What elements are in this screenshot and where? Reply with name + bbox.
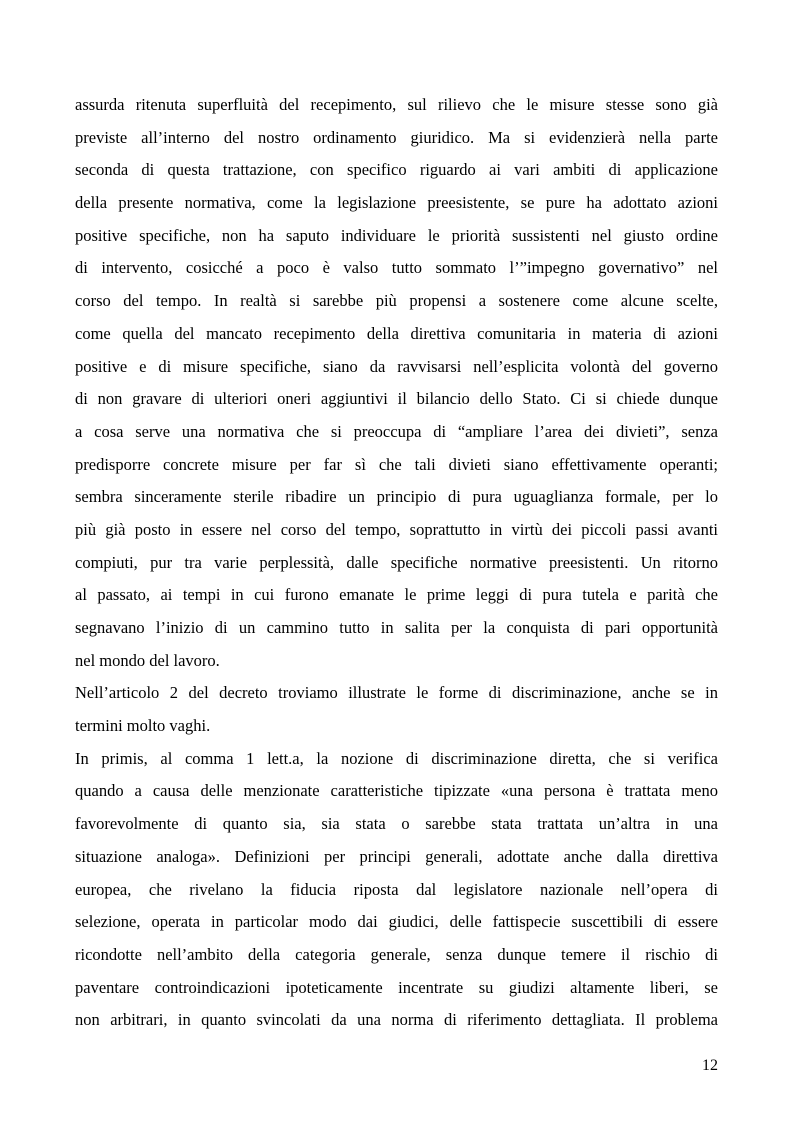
text-line: ricondotte nell’ambito della categoria generale, senza dunque temere il rischio di <box>75 944 718 964</box>
text-line: al passato, ai tempi in cui furono emanate le prime leggi di pura tutela e parità che <box>75 585 718 605</box>
text-line: situazione analoga». Definizioni per principi generali, adottate anche dalla direttiva <box>75 846 718 866</box>
text-line: a cosa serve una normativa che si preoccupa di “ampliare l’area dei divieti”, senza <box>75 421 718 441</box>
text-line: di non gravare di ulteriori oneri aggiuntivi il bilancio dello Stato. Ci si chiede dunque <box>75 389 718 409</box>
text-line: segnavano l’inizio di un cammino tutto in salita per la conquista di pari opportunità <box>75 618 718 637</box>
text-line: positive e di misure specifiche, siano da ravvisarsi nell’esplicita volontà del governo <box>75 356 718 376</box>
body-text <box>75 89 718 1037</box>
text-line: previste all’interno del nostro ordinamento giuridico. Ma si evidenzierà nella parte <box>75 127 718 147</box>
text-line: compiuti, pur tra varie perplessità, dalle specifiche normative preesistenti. Un ritorno <box>75 552 718 572</box>
text-line: termini molto vaghi. <box>75 716 211 736</box>
text-line: sembra sinceramente sterile ribadire un principio di pura uguaglianza formale, per lo <box>75 487 718 507</box>
text-line: nel mondo del lavoro. <box>75 650 220 670</box>
text-line: In primis, al comma 1 lett.a, la nozione di discriminazione diretta, che si verifica <box>75 748 718 768</box>
text-line: Nell’articolo 2 del decreto troviamo illustrate le forme di discriminazione, anche se in <box>75 683 718 703</box>
text-line: non arbitrari, in quanto svincolati da una norma di riferimento dettagliata. Il problema <box>75 1010 718 1030</box>
text-line: positive specifiche, non ha saputo individuare le priorità sussistenti nel giusto ordine <box>75 225 718 245</box>
text-line: europea, che rivelano la fiducia riposta dal legislatore nazionale nell’opera di <box>75 879 718 899</box>
paragraph <box>75 89 718 677</box>
paragraph <box>75 743 718 1037</box>
text-line: quando a causa delle menzionate caratteristiche tipizzate «una persona è trattata meno <box>75 781 718 801</box>
text-line: più già posto in essere nel corso del tempo, soprattutto in virtù dei piccoli passi avanti <box>75 519 718 539</box>
text-line: paventare controindicazioni ipoteticamente incentrate su giudizi altamente liberi, se <box>75 977 718 997</box>
text-line: di intervento, cosicché a poco è valso tutto sommato l’”impegno governativo” nel <box>75 258 718 278</box>
text-line: della presente normativa, come la legislazione preesistente, se pure ha adottato azioni <box>75 193 718 213</box>
text-line: favorevolmente di quanto sia, sia stata o sarebbe stata trattata un’altra in una <box>75 814 718 834</box>
text-line: seconda di questa trattazione, con specifico riguardo ai vari ambiti di applicazione <box>75 160 718 180</box>
page-number: 12 <box>702 1057 718 1074</box>
text-line: selezione, operata in particolar modo dai giudici, delle fattispecie suscettibili di essere <box>75 912 718 932</box>
text-line: assurda ritenuta superfluità del recepimento, sul rilievo che le misure stesse sono già <box>75 95 718 114</box>
text-line: predisporre concrete misure per far sì che tali divieti siano effettivamente operanti; <box>75 454 718 474</box>
text-line: come quella del mancato recepimento della direttiva comunitaria in materia di azioni <box>75 323 718 343</box>
text-line: corso del tempo. In realtà si sarebbe più propensi a sostenere come alcune scelte, <box>75 291 718 311</box>
paragraph <box>75 677 718 742</box>
